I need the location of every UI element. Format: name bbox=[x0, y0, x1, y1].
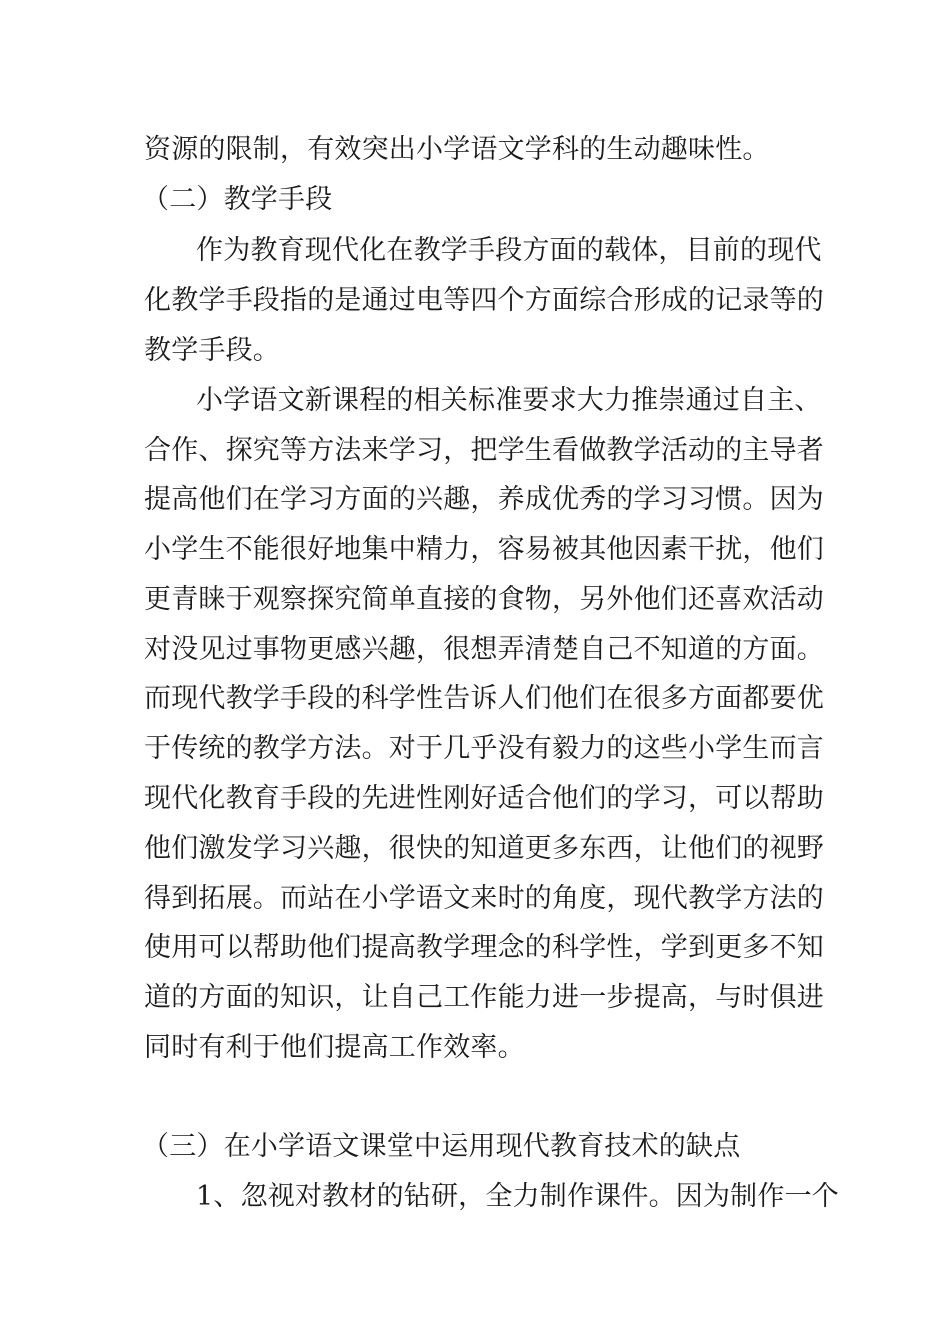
text-line: 同时有利于他们提高工作效率。 bbox=[144, 1032, 525, 1063]
text-line: 而现代教学手段的科学性告诉人们他们在很多方面都要优 bbox=[144, 683, 824, 714]
section-heading: （二）教学手段 bbox=[142, 184, 333, 215]
text-line: 1、忽视对教材的钻研，全力制作课件。因为制作一个 bbox=[196, 1181, 839, 1212]
text-line: 小学生不能很好地集中精力，容易被其他因素干扰，他们 bbox=[144, 534, 824, 565]
text-line: 现代化教育手段的先进性刚好适合他们的学习，可以帮助 bbox=[144, 783, 824, 814]
text-line: 提高他们在学习方面的兴趣，养成优秀的学习习惯。因为 bbox=[144, 484, 824, 515]
text-line: 于传统的教学方法。对于几乎没有毅力的这些小学生而言 bbox=[144, 733, 824, 764]
section-heading: （三）在小学语文课堂中运用现代教育技术的缺点 bbox=[142, 1131, 741, 1162]
text-line: 化教学手段指的是通过电等四个方面综合形成的记录等的 bbox=[144, 285, 824, 316]
text-line: 更青睐于观察探究简单直接的食物，另外他们还喜欢活动 bbox=[144, 584, 824, 615]
text-line: 使用可以帮助他们提高教学理念的科学性，学到更多不知 bbox=[144, 932, 824, 963]
text-line: 教学手段。 bbox=[144, 335, 280, 366]
text-line: 对没见过事物更感兴趣，很想弄清楚自己不知道的方面。 bbox=[144, 634, 824, 665]
text-line: 他们激发学习兴趣，很快的知道更多东西，让他们的视野 bbox=[144, 833, 824, 864]
text-line: 道的方面的知识，让自己工作能力进一步提高，与时俱进 bbox=[144, 982, 824, 1013]
text-line: 资源的限制，有效突出小学语文学科的生动趣味性。 bbox=[144, 134, 770, 165]
text-line: 作为教育现代化在教学手段方面的载体，目前的现代 bbox=[196, 235, 822, 266]
text-line: 得到拓展。而站在小学语文来时的角度，现代教学方法的 bbox=[144, 883, 824, 914]
text-line: 小学语文新课程的相关标准要求大力推崇通过自主、 bbox=[196, 385, 822, 416]
text-line: 合作、探究等方法来学习，把学生看做教学活动的主导者 bbox=[144, 435, 824, 466]
